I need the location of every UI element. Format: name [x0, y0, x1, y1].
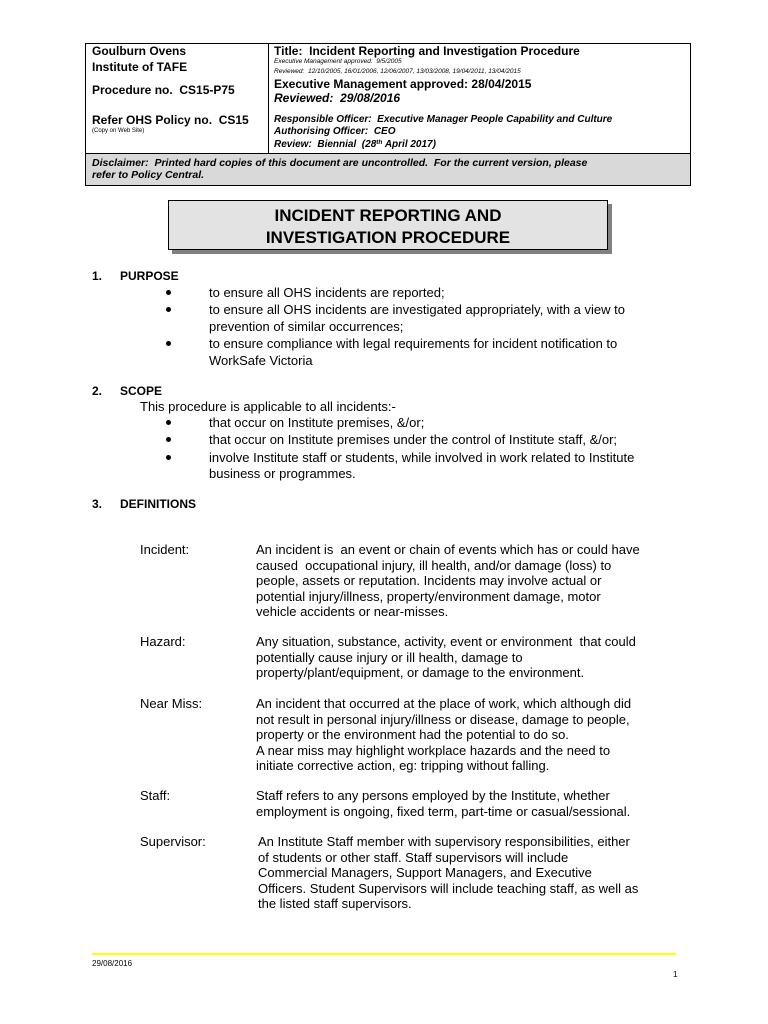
- section-number-purpose: 1.: [92, 269, 103, 283]
- definition-line: property/plant/equipment, or damage to the environment.: [256, 665, 585, 680]
- header-title: Title: Incident Reporting and Investigation Procedure: [274, 44, 580, 58]
- review-ordinal-suffix: th: [376, 139, 383, 146]
- definition-term-near-miss: Near Miss:: [140, 696, 203, 711]
- definition-text-staff: [256, 788, 630, 819]
- bullet-icon: [166, 307, 171, 312]
- definition-line: Officers. Student Supervisors will include teaching staff, as well as: [258, 880, 639, 896]
- definition-line: Any situation, substance, activity, event or environment that could: [256, 634, 636, 649]
- procedure-number: Procedure no. CS15-P75: [92, 83, 235, 97]
- definition-line: Staff refers to any persons employed by the Institute, whether: [256, 788, 610, 803]
- document-title-line2: INVESTIGATION PROCEDURE: [265, 228, 511, 247]
- definition-text-incident: [256, 542, 640, 620]
- bullet-icon: [166, 455, 171, 460]
- institute-name-line2: Institute of TAFE: [92, 60, 188, 74]
- disclaimer-line1: Disclaimer: Printed hard copies of this document are uncontrolled. For the current version, please: [92, 157, 588, 169]
- definition-line: property or the environment had the potential to do so.: [256, 727, 569, 742]
- definition-text-supervisor: [258, 834, 638, 912]
- scope-bullet-1: that occur on Institute premises, &/or;: [209, 415, 425, 430]
- definition-term-supervisor: Supervisor:: [140, 834, 206, 849]
- footer-rule: [92, 953, 676, 955]
- definition-line: the listed staff supervisors.: [258, 896, 412, 911]
- definition-line: of students or other staff. Staff supervisors will include: [258, 849, 569, 865]
- policy-note: (Copy on Web Site): [92, 128, 145, 134]
- disclaimer-line2: refer to Policy Central.: [92, 169, 205, 181]
- review-schedule: [274, 139, 436, 152]
- definition-line: initiate corrective action, eg: tripping without falling.: [256, 758, 550, 773]
- section-number-definitions: 3.: [92, 497, 103, 511]
- header-column-divider: [268, 43, 269, 154]
- definition-line: people, assets or reputation. Incidents may involve actual or: [256, 573, 602, 588]
- purpose-bullet-2-line2: prevention of similar occurrences;: [209, 319, 404, 334]
- scope-intro: This procedure is applicable to all incidents:-: [140, 399, 396, 414]
- authorising-officer: Authorising Officer: CEO: [274, 126, 396, 137]
- definition-line: An Institute Staff member with supervisory responsibilities, either: [258, 834, 630, 849]
- scope-bullet-3-line1: involve Institute staff or students, while involved in work related to Institute: [209, 450, 635, 465]
- section-number-scope: 2.: [92, 384, 103, 398]
- section-heading-scope: SCOPE: [120, 384, 163, 398]
- bullet-icon: [166, 420, 171, 425]
- document-title-box: [168, 200, 608, 250]
- definition-text-near-miss: [256, 696, 631, 774]
- review-history-note: Reviewed: 12/10/2005, 16/01/2006, 12/06/2007, 13/03/2008, 19/04/2011, 13/04/2015: [274, 68, 521, 75]
- review-schedule-suffix: April 2017): [382, 139, 436, 150]
- definition-term-incident: Incident:: [140, 542, 190, 557]
- definition-line: A near miss may highlight workplace hazards and the need to: [256, 742, 611, 758]
- scope-bullet-3-line2: business or programmes.: [209, 466, 356, 481]
- section-heading-definitions: DEFINITIONS: [120, 497, 197, 511]
- purpose-bullet-3-line1: to ensure compliance with legal requirements for incident notification to: [209, 336, 618, 351]
- footer-date: 29/08/2016: [92, 959, 133, 968]
- definition-line: potentially cause injury or ill health, damage to: [256, 649, 523, 665]
- bullet-icon: [166, 290, 171, 295]
- executive-approval: Executive Management approved: 28/04/2015: [274, 77, 532, 91]
- policy-reference: Refer OHS Policy no. CS15: [92, 113, 249, 127]
- original-approval-note: Executive Management approved: 9/5/2005: [274, 58, 402, 65]
- page-number: 1: [673, 970, 678, 979]
- purpose-bullet-2-line1: to ensure all OHS incidents are investigated appropriately, with a view to: [209, 302, 625, 317]
- responsible-officer: Responsible Officer: Executive Manager People Capability and Culture: [274, 114, 613, 125]
- definition-line: An incident is an event or chain of events which has or could have: [256, 542, 640, 557]
- definition-term-staff: Staff:: [140, 788, 171, 803]
- bullet-icon: [166, 341, 171, 346]
- scope-bullet-2: that occur on Institute premises under the control of Institute staff, &/or;: [209, 432, 618, 447]
- definition-line: An incident that occurred at the place of work, which although did: [256, 696, 632, 711]
- definition-line: not result in personal injury/illness or disease, damage to people,: [256, 711, 630, 727]
- definition-term-hazard: Hazard:: [140, 634, 186, 649]
- definition-text-hazard: [256, 634, 636, 681]
- definition-line: potential injury/illness, property/environment damage, motor: [256, 588, 601, 604]
- definition-line: employment is ongoing, fixed term, part-time or casual/sessional.: [256, 803, 631, 819]
- section-heading-purpose: PURPOSE: [120, 269, 179, 283]
- purpose-bullet-1: to ensure all OHS incidents are reported;: [209, 285, 445, 300]
- reviewed-date: Reviewed: 29/08/2016: [274, 91, 401, 105]
- bullet-icon: [166, 437, 171, 442]
- definition-line: caused occupational injury, ill health, and/or damage (loss) to: [256, 557, 612, 573]
- definition-line: vehicle accidents or near-misses.: [256, 604, 449, 619]
- purpose-bullet-3-line2: WorkSafe Victoria: [209, 353, 313, 368]
- document-title-line1: INCIDENT REPORTING AND: [274, 206, 502, 225]
- institute-name-line1: Goulburn Ovens: [92, 44, 187, 58]
- review-schedule-prefix: Review: Biennial (28: [274, 139, 377, 150]
- definition-line: Commercial Managers, Support Managers, and Executive: [258, 865, 592, 880]
